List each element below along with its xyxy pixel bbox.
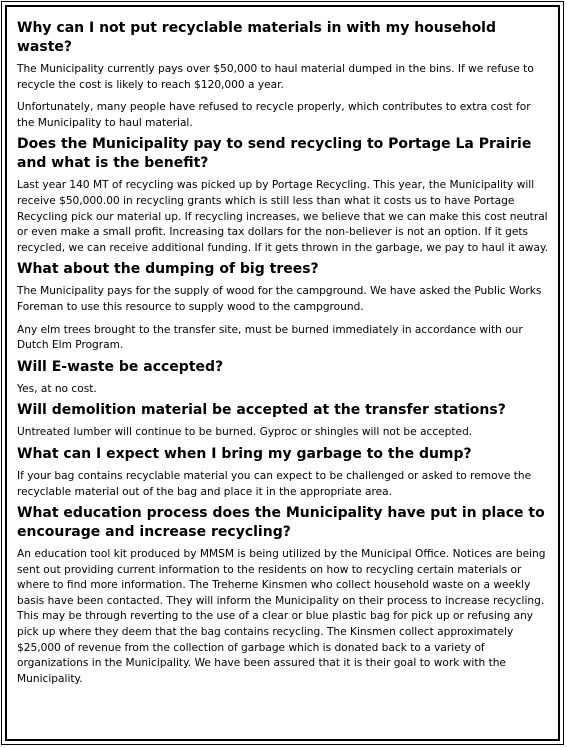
answer-paragraph: Any elm trees brought to the transfer site, must be burned immediately in accordance with our Dutch Elm Program. [17,323,523,352]
answer-paragraph: Yes, at no cost. [17,382,97,395]
faq-section-7 [17,504,549,687]
faq-document [5,5,560,741]
faq-section-1 [17,19,549,131]
answer-paragraph: If your bag contains recyclable material you can expect to be challenged or asked to remove the recyclable material out of the bag and place it in the appropriate area. [17,469,532,498]
faq-section-4 [17,358,549,398]
answer-paragraph: Last year 140 MT of recycling was picked up by Portage Recycling. This year, the Municipality will receive $50,000.00 in recycling grants which is still less than what it costs us to have Portage Recycling pick our material up. If recycling increases, we believe that we can make this cost neutral or even make a small profit. Increasing tax dollars for the non-believer is not an option. If it gets recycled, we can receive additional funding. If it gets thrown in the garbage, we pay to haul it away. [17,179,549,254]
faq-section-3 [17,260,549,353]
question-heading: Does the Municipality pay to send recycling to Portage La Prairie and what is the benefit? [17,136,532,172]
answer-paragraph: Untreated lumber will continue to be burned. Gyproc or shingles will not be accepted. [17,426,473,439]
faq-section-5 [17,401,549,441]
question-heading: What can I expect when I bring my garbage to the dump? [17,445,472,462]
question-heading: Will demolition material be accepted at the transfer stations? [17,402,506,419]
question-heading: Will E-waste be accepted? [17,358,224,375]
answer-paragraph: An education tool kit produced by MMSM is being utilized by the Municipal Office. Notices are being sent out providing current information to the residents on how to recycling certain materials or where to find more information. The Treherne Kinsmen who collect household waste on a weekly basis have been contacted. They will inform the Municipality on their process to increase recycling. This may be through reverting to the use of a clear or blue plastic bag for pick up or refusing any pick up where they deem that the bag contains recycling. The Kinsmen collect approximately $25,000 of revenue from the collection of garbage which is donated back to a variety of organizations in the Municipality. We have been assured that it is their goal to work with the Municipality. [17,548,546,685]
faq-section-2 [17,135,549,256]
question-heading: Why can I not put recyclable materials in with my household waste? [17,20,497,55]
document-outer-border [1,1,564,745]
question-heading: What about the dumping of big trees? [17,261,319,278]
answer-paragraph: The Municipality currently pays over $50,000 to haul material dumped in the bins. If we refuse to recycle the cost is likely to reach $120,000 a year. [17,63,534,91]
question-heading: What education process does the Municipality have put in place to encourage and increase recycling? [17,505,545,541]
answer-paragraph: Unfortunately, many people have refused to recycle properly, which contributes to extra cost for the Municipality to haul material. [17,101,531,129]
answer-paragraph: The Municipality pays for the supply of wood for the campground. We have asked the Public Works Foreman to use this resource to supply wood to the campground. [17,285,542,313]
faq-section-6 [17,445,549,500]
